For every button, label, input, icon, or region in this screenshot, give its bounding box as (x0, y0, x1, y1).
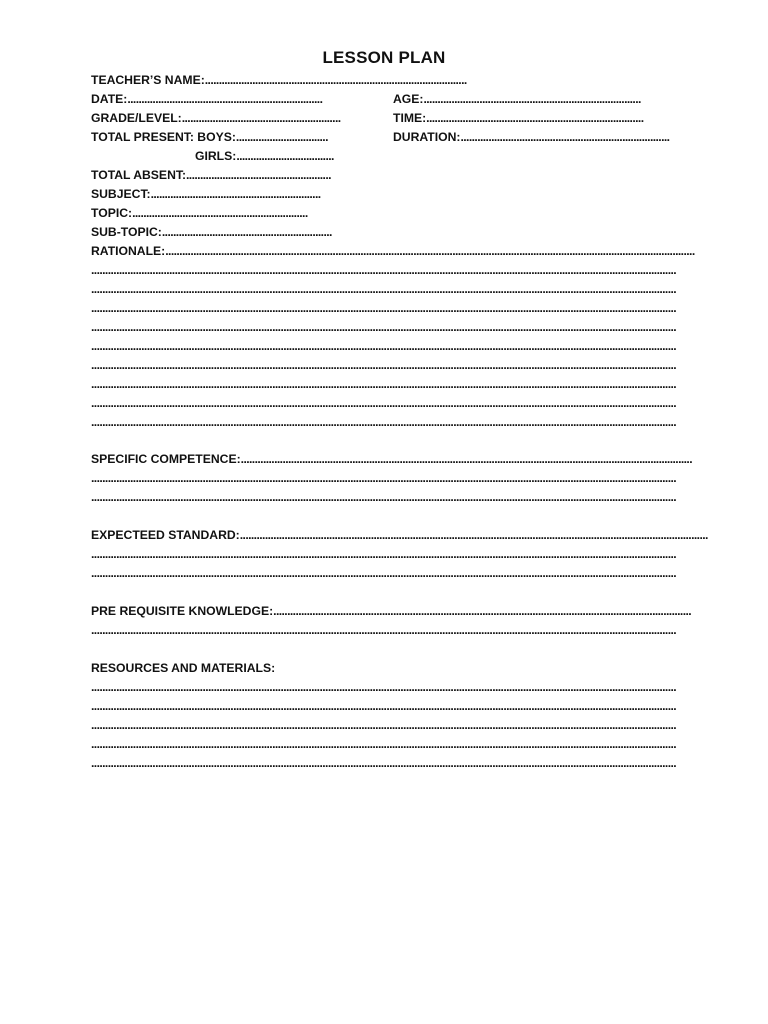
fill-dots: .................................................................................................................................................................................................................. (91, 680, 677, 694)
rationale-line (91, 414, 677, 431)
fill-dots: .................................................................................................................................................................................................................. (91, 547, 677, 561)
fill-dots: .................................................................................................................................................................................................................. (91, 377, 677, 391)
girls-field (195, 148, 334, 165)
expected-standard-field (91, 527, 708, 544)
expected-standard-line (91, 546, 679, 563)
fill-dots: ............................................................. (150, 187, 321, 201)
fill-dots: .................................................... (186, 168, 331, 182)
total-present-boys-field (91, 129, 333, 146)
resources-and-materials-line (91, 755, 677, 772)
fill-dots: ...................................................................................................................................................... (273, 604, 692, 618)
rationale-line (91, 262, 677, 279)
date-field (91, 91, 337, 108)
fill-dots: .................................................................................................................................................................................................................. (91, 756, 677, 770)
resources-and-materials-line (91, 679, 677, 696)
time-field (393, 110, 677, 127)
subject-label: SUBJECT: (91, 187, 151, 201)
fill-dots: .............................................................................................................................................................................................. (165, 244, 695, 258)
fill-dots: ......................................................... (181, 111, 341, 125)
pre-requisite-knowledge-line (91, 622, 679, 639)
page-title: LESSON PLAN (322, 48, 446, 67)
fill-dots: .................................................................................................................................................................................................................. (91, 699, 677, 713)
girls-label: GIRLS: (195, 149, 237, 163)
duration-label: DURATION: (393, 130, 461, 144)
specific-competence-line (91, 489, 679, 506)
fill-dots: .................................................................................................................................................................. (240, 452, 693, 466)
fill-dots: ................................. (235, 130, 328, 144)
rationale-line (91, 300, 677, 317)
total-absent-label: TOTAL ABSENT: (91, 168, 187, 182)
pre-requisite-knowledge-field (91, 603, 692, 620)
topic-field (91, 205, 329, 222)
total-present-boys-label: TOTAL PRESENT: BOYS: (91, 130, 236, 144)
fill-dots: .................................................................................................................................................................................................................. (91, 339, 677, 353)
rationale-field (91, 243, 695, 260)
fill-dots: .................................................................................................................................................................................................................. (91, 358, 677, 372)
specific-competence-line (91, 470, 675, 487)
time-label: TIME: (393, 111, 427, 125)
teachers-name-label: TEACHER’S NAME: (91, 73, 205, 87)
resources-and-materials-line (91, 717, 677, 734)
fill-dots: .................................................................................................................................................................................................................. (91, 282, 677, 296)
date-label: DATE: (91, 92, 128, 106)
grade-level-label: GRADE/LEVEL: (91, 111, 182, 125)
fill-dots: ................................... (236, 149, 334, 163)
rationale-line (91, 376, 677, 393)
specific-competence-label: SPECIFIC COMPETENCE: (91, 452, 241, 466)
pre-requisite-knowledge-label: PRE REQUISITE KNOWLEDGE: (91, 604, 274, 618)
fill-dots: .................................................................................................................................................................................................................. (91, 623, 677, 637)
sub-topic-field (91, 224, 333, 241)
fill-dots: .................................................................................................................................................................................................................. (91, 490, 677, 504)
fill-dots: ............................................................... (132, 206, 308, 220)
rationale-line (91, 395, 677, 412)
expected-standard-label: EXPECTEED STANDARD: (91, 528, 240, 542)
rationale-label: RATIONALE: (91, 244, 166, 258)
subject-field (91, 186, 331, 203)
fill-dots: ...................................................................... (127, 92, 323, 106)
expected-standard-line (91, 565, 679, 582)
age-field (393, 91, 673, 108)
fill-dots: ........................................................................................................................................................................ (239, 528, 708, 542)
resources-and-materials-field (91, 660, 391, 677)
resources-and-materials-label: RESOURCES AND MATERIALS: (91, 661, 276, 675)
duration-field (393, 129, 679, 146)
fill-dots: .................................................................................................................................................................................................................. (91, 566, 677, 580)
fill-dots: .................................................................................................................................................................................................................. (91, 737, 677, 751)
topic-label: TOPIC: (91, 206, 133, 220)
grade-level-field (91, 110, 341, 127)
rationale-line (91, 319, 677, 336)
fill-dots: .................................................................................................................................................................................................................. (91, 471, 677, 485)
fill-dots: .................................................................................................................................................................................................................. (91, 301, 677, 315)
specific-competence-field (91, 451, 693, 468)
total-absent-field (91, 167, 333, 184)
teachers-name-field (91, 72, 531, 89)
fill-dots: .................................................................................................................................................................................................................. (91, 263, 677, 277)
fill-dots: .............................................................................. (426, 111, 644, 125)
age-label: AGE: (393, 92, 424, 106)
fill-dots: .................................................................................................................................................................................................................. (91, 320, 677, 334)
rationale-line (91, 281, 677, 298)
fill-dots: .............................................................................. (423, 92, 641, 106)
fill-dots: .............................................................................................. (204, 73, 467, 87)
fill-dots: .................................................................................................................................................................................................................. (91, 396, 677, 410)
fill-dots: .................................................................................................................................................................................................................. (91, 415, 677, 429)
fill-dots: ........................................................................... (460, 130, 670, 144)
sub-topic-label: SUB-TOPIC: (91, 225, 162, 239)
resources-and-materials-line (91, 698, 677, 715)
fill-dots: ............................................................. (161, 225, 332, 239)
rationale-line (91, 357, 677, 374)
rationale-line (91, 338, 677, 355)
fill-dots: .................................................................................................................................................................................................................. (91, 718, 677, 732)
resources-and-materials-line (91, 736, 677, 753)
